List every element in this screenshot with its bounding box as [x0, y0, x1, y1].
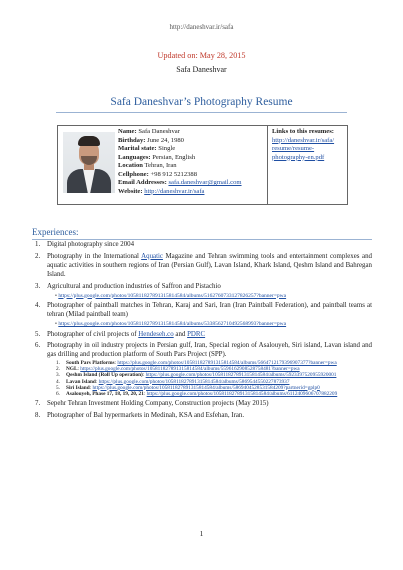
page-title: Safa Daneshvar’s Photography Resume [110, 96, 293, 108]
experience-item: 2. Photography in the International Aquatic Magazine and Tehran swimming tools and entertainment complexes and aquatic activities in southern regions of Iran (Persian Gulf), Lavan Island, Khark Island, Qeshm Island and Bahregan Island. [35, 252, 372, 278]
resume-links [272, 128, 344, 162]
experience-item: 5. Photographer of civil projects of Hendeseh.co and PDRC [35, 330, 206, 338]
aquatic-link[interactable]: Aquatic [141, 252, 163, 260]
experience-item: 8. Photographer of Bal hypermarkets in Medinah, KSA and Esfehan, Iran. [35, 411, 245, 419]
album-link[interactable]: https://plus.google.com/photos/105811827891315814584/albums/5869404528531584209?partnerid=gplp0 [92, 384, 320, 391]
cellphone-row: Cellphone: +98 912 5212388 [118, 170, 198, 178]
album-link[interactable]: https://plus.google.com/photos/105811827891315814584/albums/5162760733127826257?banner=pwa [58, 292, 287, 299]
experience-item: 7. Sepehr Tehran Investment Holding Company, Construction projects (May 2015) [35, 399, 269, 407]
title-divider [56, 112, 347, 113]
links-title: Links to this resumes: [272, 128, 334, 135]
experience-item: 4. Photographer of paintball matches in Tehran, Karaj and Sari, Iran (Iran Paintball Federation), and paintball teams at tehran (Milad paintball team) • https://plus.google.com/photos/105811827891315814584/albums/5338562710492568993?banner=pwa [35, 302, 372, 327]
album-link[interactable]: https://plus.google.com/photos/105811827891315814584/albums/5664712179396907377?banner=pwa [117, 360, 337, 367]
profile-photo [63, 132, 115, 193]
languages-row: Languages: Persian, English [118, 153, 196, 161]
sub-item: 6. Asalouyeh, Phase 17, 18, 19, 20, 21: https://plus.google.com/photos/105811827891315814584/albums/6112409606707882209 [56, 390, 338, 397]
birthday-row: Birthday: June 24, 1980 [118, 136, 184, 144]
email-link[interactable]: safa.daneshvar@gmail.com [168, 179, 242, 186]
profile-info [118, 128, 242, 196]
hendeseh-link[interactable]: Hendeseh.co [138, 330, 174, 338]
author-name: Safa Daneshvar [176, 65, 227, 74]
album-link[interactable]: https://plus.google.com/photos/105811827891315814584/albums/5338562710492568993?banner=pwa [58, 320, 287, 327]
album-link[interactable]: https://plus.google.com/photos/105811827891315814584/albums/5596162908528758481?banner=pwa [80, 366, 300, 373]
resume-link-line-1[interactable]: http://daneshvar.ir/safa/ [272, 136, 335, 144]
updated-date: Updated on: May 28, 2015 [157, 51, 246, 60]
experiences-heading: Experiences: [32, 227, 79, 237]
email-row: Email Addresses: safa.daneshvar@gmail.com [118, 179, 242, 186]
resume-link-line-2[interactable]: resume/resume- [272, 145, 315, 152]
header-url: http://daneshvar.ir/safa [169, 23, 234, 31]
sub-item: 2. NGL: https://plus.google.com/photos/105811827891315814584/albums/5596162908528758481?banner=pwa [56, 366, 300, 373]
website-link[interactable]: http://daneshvar.ir/safa [144, 187, 205, 195]
name-row: Name: Safa Daneshvar [118, 128, 180, 135]
album-link[interactable]: https://plus.google.com/photos/105811827891315814584/albums/6112409606707882209 [146, 390, 338, 397]
location-row: Location Tehran, Iran [118, 162, 177, 169]
experiences-divider [32, 239, 372, 240]
resume-link-line-3[interactable]: photography-en.pdf [272, 153, 325, 161]
experience-item: 6. Photography in oil industry projects in Persian gulf, Iran, Special region of Asalouyeh, Siri island, Lavan island and gas drilling and production platform of South Pars Project (SPP). 1. South Pars Platforms: https://plus.google.com/photos/105811827891315814584/albums/5664712179396907377?banner=pwa 2. NGL: https://plus.google.com/photos/105811827891315814584/albums/5596162908528758481?banner=pwa 3. Qeshm Island (Roll Up operation): https://plus.google.com/photos/105811827891315814584/albums/5923397520955920001 4. Lavan Island: https://plus.google.com/photos/105811827891315814584/albums/5869544550227873937 5. Siri Island: https://plus.google.com/photos/105811827891315814584/albums/5869404528531584209?partnerid=gplp0 6. Asalouyeh, Phase 17, 18, 19, 20, 21: https://plus.google.com/photos/105811827891315814584/albums/6112409606707882209 [35, 342, 372, 397]
website-row: Website: http://daneshvar.ir/safa [118, 187, 205, 195]
sub-item: 5. Siri Island: https://plus.google.com/photos/105811827891315814584/albums/5869404528531584209?partnerid=gplp0 [56, 384, 320, 391]
page-number: 1 [199, 529, 204, 538]
sub-item: 1. South Pars Platforms: https://plus.google.com/photos/105811827891315814584/albums/5664712179396907377?banner=pwa [56, 360, 337, 367]
experience-list [32, 241, 372, 424]
marital-row: Marital state: Single [118, 145, 176, 152]
profile-card [57, 125, 348, 205]
album-link[interactable]: https://plus.google.com/photos/105811827891315814584/albums/5923397520955920001 [145, 372, 337, 379]
card-divider [267, 126, 268, 204]
pdrc-link[interactable]: PDRC [187, 330, 206, 338]
sub-item: 4. Lavan Island: https://plus.google.com/photos/105811827891315814584/albums/5869544550227873937 [56, 378, 290, 385]
sub-item: 3. Qeshm Island (Roll Up operation): https://plus.google.com/photos/105811827891315814584/albums/5923397520955920001 [56, 372, 337, 379]
album-link[interactable]: https://plus.google.com/photos/105811827891315814584/albums/5869544550227873937 [98, 378, 290, 385]
experience-item: 3. Agricultural and production industries of Saffron and Pistachio • https://plus.google.com/photos/105811827891315814584/albums/5162760733127826257?banner=pwa [35, 282, 287, 299]
experience-item: 1. Digital photography since 2004 [35, 241, 135, 248]
